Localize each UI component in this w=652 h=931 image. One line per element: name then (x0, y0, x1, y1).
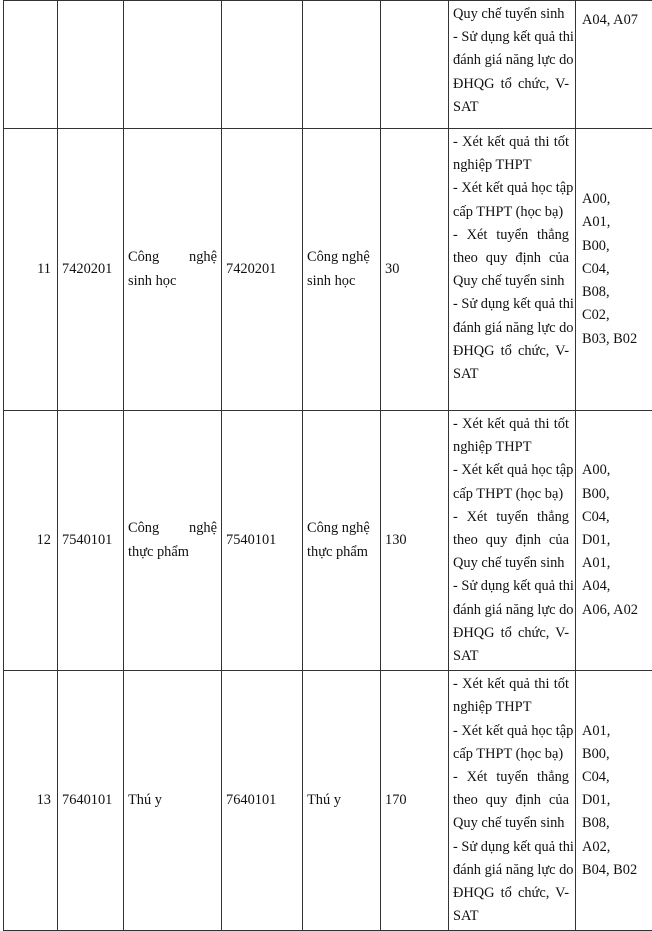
major-code-cell (58, 1, 124, 129)
method-line: - Xét kết quả thi tốt (453, 413, 569, 436)
method-line: cấp THPT (học bạ) (453, 483, 569, 506)
training-name-line: Công nghệ (307, 517, 376, 540)
method-line: - Xét kết quả học tập (453, 459, 569, 482)
major-name-cell (124, 671, 222, 931)
combos-cell (576, 129, 652, 411)
methods-cell (449, 1, 576, 129)
combo-line: B04, B02 (582, 859, 650, 882)
combo-line: B03, B02 (582, 328, 650, 351)
table-row (4, 1, 652, 129)
combo-line: C04, (582, 766, 650, 789)
combo-line: A04, A07 (582, 9, 650, 32)
training-name-line: Thú y (307, 789, 376, 812)
method-line: cấp THPT (học bạ) (453, 201, 569, 224)
training-code-cell: 7540101 (222, 411, 303, 671)
method-line: Quy chế tuyển sinh (453, 270, 569, 293)
combo-line: C04, (582, 506, 650, 529)
combo-line: A01, (582, 720, 650, 743)
combo-line: A01, (582, 211, 650, 234)
methods-cell (449, 411, 576, 671)
major-name-line: Thú y (128, 789, 217, 812)
training-name-cell (303, 411, 381, 671)
method-line: theo quy định của (453, 789, 569, 812)
method-line: ĐHQG tổ chức, V- (453, 73, 569, 96)
training-code-cell: 7420201 (222, 129, 303, 411)
methods-cell (449, 129, 576, 411)
combos-cell (576, 1, 652, 129)
method-line: Quy chế tuyển sinh (453, 812, 569, 835)
quota-cell: 30 (381, 129, 449, 411)
method-line: - Sử dụng kết quả thi (453, 26, 569, 49)
combos-cell (576, 671, 652, 931)
major-name-line: Công nghệ (128, 517, 217, 540)
method-line: đánh giá năng lực do (453, 599, 569, 622)
method-line: SAT (453, 905, 569, 928)
method-line: - Xét tuyển thẳng (453, 224, 569, 247)
training-name-line: Công nghệ (307, 246, 376, 269)
table-row (4, 671, 652, 931)
method-line: - Sử dụng kết quả thi (453, 836, 569, 859)
training-name-cell (303, 129, 381, 411)
method-line: Quy chế tuyển sinh (453, 3, 569, 26)
methods-cell (449, 671, 576, 931)
method-line: Quy chế tuyển sinh (453, 552, 569, 575)
table-row (4, 129, 652, 411)
combo-line: B08, (582, 812, 650, 835)
combo-line: D01, (582, 789, 650, 812)
method-line: SAT (453, 363, 569, 386)
combos-cell (576, 411, 652, 671)
method-line: SAT (453, 96, 569, 119)
major-name-cell (124, 411, 222, 671)
combo-line: B08, (582, 281, 650, 304)
stt-cell: 13 (4, 671, 58, 931)
combo-line: C02, (582, 304, 650, 327)
major-name-cell (124, 129, 222, 411)
combo-line: B00, (582, 483, 650, 506)
quota-cell: 170 (381, 671, 449, 931)
method-line: - Sử dụng kết quả thi (453, 575, 569, 598)
method-line: - Xét tuyển thẳng (453, 506, 569, 529)
combo-line: B00, (582, 743, 650, 766)
method-line: - Xét kết quả thi tốt (453, 673, 569, 696)
training-code-cell (222, 1, 303, 129)
method-line: theo quy định của (453, 529, 569, 552)
method-line: SAT (453, 645, 569, 668)
method-line: theo quy định của (453, 247, 569, 270)
combo-line: A00, (582, 459, 650, 482)
major-name-line: Công nghệ (128, 246, 217, 269)
stt-cell (4, 1, 58, 129)
quota-cell: 130 (381, 411, 449, 671)
method-line: - Xét kết quả học tập (453, 720, 569, 743)
major-name-line: sinh học (128, 270, 217, 293)
quota-cell (381, 1, 449, 129)
training-name-line: thực phẩm (307, 541, 376, 564)
combo-line: B00, (582, 235, 650, 258)
combo-line: C04, (582, 258, 650, 281)
training-name-cell (303, 1, 381, 129)
combo-line: A00, (582, 188, 650, 211)
training-code-cell: 7640101 (222, 671, 303, 931)
combo-line: A04, (582, 575, 650, 598)
training-name-line: sinh học (307, 270, 376, 293)
method-line: đánh giá năng lực do (453, 49, 569, 72)
admission-table (3, 0, 652, 931)
major-name-cell (124, 1, 222, 129)
method-line: - Sử dụng kết quả thi (453, 293, 569, 316)
combo-line: A02, (582, 836, 650, 859)
training-name-cell (303, 671, 381, 931)
major-name-line: thực phẩm (128, 541, 217, 564)
major-code-cell: 7640101 (58, 671, 124, 931)
method-line: đánh giá năng lực do (453, 859, 569, 882)
method-line: - Xét kết quả học tập (453, 177, 569, 200)
combo-line: A01, (582, 552, 650, 575)
method-line: cấp THPT (học bạ) (453, 743, 569, 766)
method-line: nghiệp THPT (453, 436, 569, 459)
method-line: nghiệp THPT (453, 696, 569, 719)
combo-line: A06, A02 (582, 599, 650, 622)
major-code-cell: 7540101 (58, 411, 124, 671)
method-line: - Xét tuyển thẳng (453, 766, 569, 789)
method-line: ĐHQG tổ chức, V- (453, 340, 569, 363)
method-line: - Xét kết quả thi tốt (453, 131, 569, 154)
method-line: ĐHQG tổ chức, V- (453, 882, 569, 905)
combo-line: D01, (582, 529, 650, 552)
method-line: ĐHQG tổ chức, V- (453, 622, 569, 645)
major-code-cell: 7420201 (58, 129, 124, 411)
method-line: nghiệp THPT (453, 154, 569, 177)
stt-cell: 12 (4, 411, 58, 671)
stt-cell: 11 (4, 129, 58, 411)
method-line: đánh giá năng lực do (453, 317, 569, 340)
table-row (4, 411, 652, 671)
